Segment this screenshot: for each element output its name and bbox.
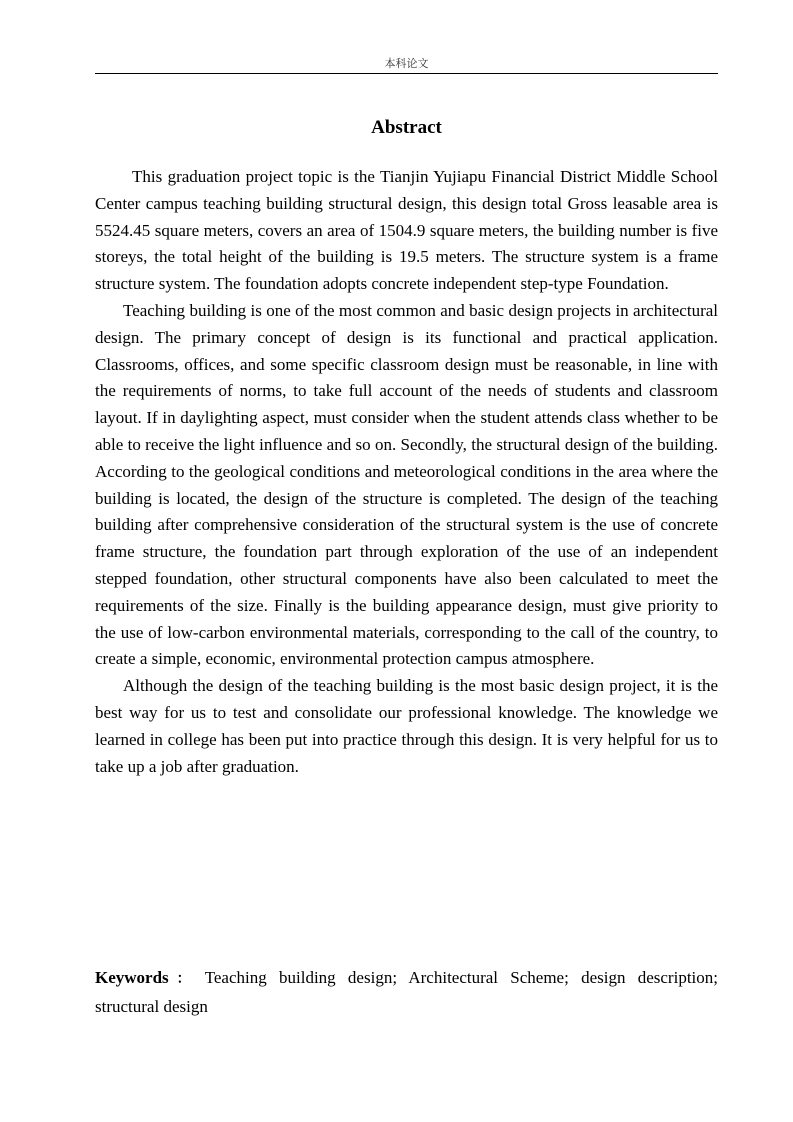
keywords-separator: ： (168, 971, 199, 987)
abstract-title: Abstract (371, 117, 442, 138)
abstract-paragraph-3: Although the design of the teaching building is the most basic design project, it is the best way for us to test and consolidate our professional knowledge. The knowledge we learned in college has been put into practice through this design. It is very helpful for us to take up a job after graduation. (95, 676, 718, 776)
keywords-section (95, 964, 718, 1021)
running-header: 本科论文 (384, 57, 429, 70)
keywords-text: Teaching building design; Architectural Scheme; design description; structural design (95, 968, 718, 1016)
header-rule (95, 73, 718, 74)
keywords-label: Keywords (95, 968, 169, 987)
abstract-body (95, 164, 718, 780)
abstract-paragraph-2: Teaching building is one of the most common and basic design projects in architectural design. The primary concept of design is its functional and practical application. Classrooms, offices, and some specific classroom design must be reasonable, in line with the requirements of norms, to take full account of the needs of students and classroom layout. If in daylighting aspect, must consider when the student attends class whether to be able to receive the light influence and so on. Secondly, the structural design of the building. According to the geological conditions and meteorological conditions in the area where the building is located, the design of the structure is completed. The design of the teaching building after comprehensive consideration of the structural system is the use of concrete frame structure, the foundation part through exploration of the use of an independent stepped foundation, other structural components have also been calculated to meet the requirements of the size. Finally is the building appearance design, must give priority to the use of low-carbon environmental materials, corresponding to the call of the country, to create a simple, economic, environmental protection campus atmosphere. (95, 300, 718, 669)
abstract-paragraph-1: This graduation project topic is the Tianjin Yujiapu Financial District Middle School Center campus teaching building structural design, this design total Gross leasable area is 5524.45 square meters, covers an area of 1504.9 square meters, the building number is five storeys, the total height of the building is 19.5 meters. The structure system is a frame structure system. The foundation adopts concrete independent step-type Foundation. (95, 167, 718, 294)
